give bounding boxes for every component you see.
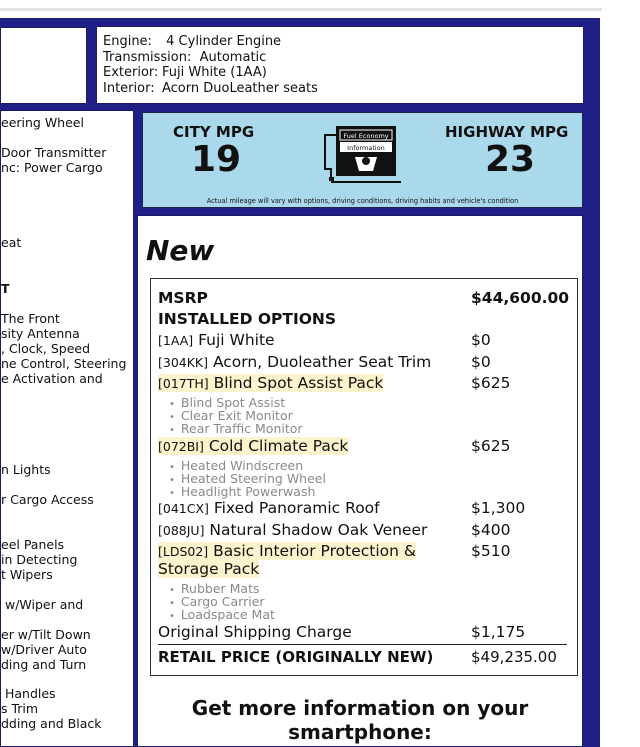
pricing-panel bbox=[137, 215, 583, 747]
shipping-label: Original Shipping Charge bbox=[158, 623, 352, 641]
option-subitem: • Heated Steering Wheel bbox=[169, 473, 326, 488]
option-name: Storage Pack bbox=[158, 560, 260, 578]
option-row-continued bbox=[158, 560, 567, 580]
highway-mpg-label: HIGHWAY MPG bbox=[445, 123, 569, 141]
price-table bbox=[150, 278, 578, 676]
option-row bbox=[158, 331, 567, 351]
highway-mpg-value: 23 bbox=[485, 139, 536, 180]
option-price: $0 bbox=[471, 353, 491, 371]
option-row bbox=[158, 437, 567, 457]
feature-heading: T bbox=[1, 281, 10, 296]
option-price: $0 bbox=[471, 331, 491, 349]
vehicle-specs bbox=[96, 26, 584, 104]
feature-item: t Wipers bbox=[1, 567, 53, 582]
feature-item: s Trim bbox=[1, 701, 39, 716]
feature-item: The Front bbox=[1, 311, 60, 326]
feature-item: r Cargo Access bbox=[1, 492, 94, 507]
spec-value: Acorn DuoLeather seats bbox=[162, 80, 318, 96]
shipping-row bbox=[158, 623, 567, 643]
top-divider bbox=[0, 8, 602, 11]
option-name: Blind Spot Assist Pack bbox=[213, 374, 384, 392]
option-row bbox=[158, 374, 567, 394]
more-info-line: Get more information on your bbox=[191, 696, 529, 720]
standard-features-list bbox=[0, 110, 134, 747]
installed-options-heading bbox=[158, 310, 567, 330]
feature-item: , Clock, Speed bbox=[1, 341, 91, 356]
feature-item: dding and Black bbox=[1, 716, 102, 731]
option-row bbox=[158, 542, 567, 562]
spec-value: Automatic bbox=[199, 49, 267, 65]
spec-value: Fuji White (1AA) bbox=[162, 65, 267, 80]
total-divider bbox=[158, 644, 567, 645]
feature-item: Door Transmitter bbox=[1, 145, 107, 160]
option-price: $625 bbox=[471, 374, 511, 392]
retail-price-row bbox=[158, 648, 567, 668]
spec-key: Exterior: bbox=[103, 65, 159, 80]
feature-item: w/Wiper and bbox=[1, 597, 84, 612]
option-price: $400 bbox=[471, 521, 511, 539]
option-name: Natural Shadow Oak Veneer bbox=[209, 521, 428, 539]
more-info-heading bbox=[138, 696, 582, 744]
feature-item: er w/Tilt Down bbox=[1, 627, 91, 642]
option-subitem: • Clear Exit Monitor bbox=[169, 410, 293, 425]
spec-key: Engine: bbox=[103, 34, 152, 49]
option-row bbox=[158, 353, 567, 373]
option-name: Fixed Panoramic Roof bbox=[213, 499, 380, 517]
feature-item: n Lights bbox=[1, 462, 51, 477]
city-mpg-label: CITY MPG bbox=[173, 123, 255, 141]
option-subitem: • Rear Traffic Monitor bbox=[169, 423, 303, 438]
option-code: [041CX] bbox=[158, 501, 209, 516]
fuel-pump-icon bbox=[319, 121, 409, 191]
option-subitem: • Headlight Powerwash bbox=[169, 486, 315, 501]
option-price: $625 bbox=[471, 437, 511, 455]
feature-item: w/Driver Auto bbox=[1, 642, 87, 657]
msrp-value: $44,600.00 bbox=[471, 289, 570, 307]
spec-key: Interior: bbox=[103, 80, 155, 96]
option-subitem: • Loadspace Mat bbox=[169, 609, 275, 624]
msrp-label: MSRP bbox=[158, 289, 208, 307]
option-code: [017TH] bbox=[158, 376, 209, 391]
option-name: Cold Climate Pack bbox=[208, 437, 349, 455]
feature-item: eel Panels bbox=[1, 537, 65, 552]
option-code: [088JU] bbox=[158, 523, 205, 538]
mileage-disclaimer: Actual mileage will vary with options, driving conditions, driving habits and vehicle's condition bbox=[206, 197, 519, 205]
feature-item: in Detecting bbox=[1, 552, 78, 567]
option-code: [304KK] bbox=[158, 355, 209, 370]
retail-price-label: RETAIL PRICE (ORIGINALLY NEW) bbox=[158, 648, 434, 666]
spec-key: Transmission: bbox=[103, 49, 192, 65]
vehicle-condition: New bbox=[146, 234, 215, 267]
feature-item: nc: Power Cargo bbox=[1, 160, 103, 175]
feature-item: ding and Turn bbox=[1, 657, 87, 672]
option-name: Fuji White bbox=[198, 331, 275, 349]
option-subitem: • Cargo Carrier bbox=[169, 596, 265, 611]
option-subitem: • Heated Windscreen bbox=[169, 460, 303, 475]
feature-item: e Activation and bbox=[1, 371, 103, 386]
option-code: [LDS02] bbox=[158, 544, 209, 559]
option-subitem: • Rubber Mats bbox=[169, 583, 259, 598]
installed-options-label: INSTALLED OPTIONS bbox=[158, 310, 337, 328]
option-name: Acorn, Duoleather Seat Trim bbox=[212, 353, 432, 371]
option-subitem: • Blind Spot Assist bbox=[169, 397, 285, 412]
shipping-value: $1,175 bbox=[471, 623, 526, 641]
option-code: [1AA] bbox=[158, 333, 194, 348]
feature-item: ne Control, Steering bbox=[1, 356, 127, 371]
feature-item: eat bbox=[1, 235, 22, 250]
option-name: Basic Interior Protection & bbox=[213, 542, 416, 560]
feature-item: Handles bbox=[1, 686, 56, 701]
option-price: $1,300 bbox=[471, 499, 526, 517]
option-code: [072BI] bbox=[158, 439, 204, 454]
city-mpg-value: 19 bbox=[191, 139, 242, 180]
spec-exterior bbox=[103, 65, 577, 81]
option-row bbox=[158, 521, 567, 541]
option-row bbox=[158, 499, 567, 519]
spec-interior bbox=[103, 81, 577, 97]
msrp-row bbox=[158, 289, 570, 309]
feature-item: sity Antenna bbox=[1, 326, 80, 341]
header-left-panel bbox=[0, 27, 87, 104]
option-price: $510 bbox=[471, 542, 511, 560]
fuel-economy-panel bbox=[142, 112, 583, 208]
more-info-line: smartphone: bbox=[288, 720, 432, 744]
feature-item: eering Wheel bbox=[1, 115, 84, 130]
spec-value: 4 Cylinder Engine bbox=[166, 34, 282, 49]
spec-engine bbox=[103, 34, 577, 50]
spec-transmission bbox=[103, 50, 577, 66]
pump-line-2: Information bbox=[347, 144, 385, 152]
pump-line-1: Fuel Economy bbox=[343, 132, 389, 140]
retail-price-value: $49,235.00 bbox=[471, 648, 557, 666]
